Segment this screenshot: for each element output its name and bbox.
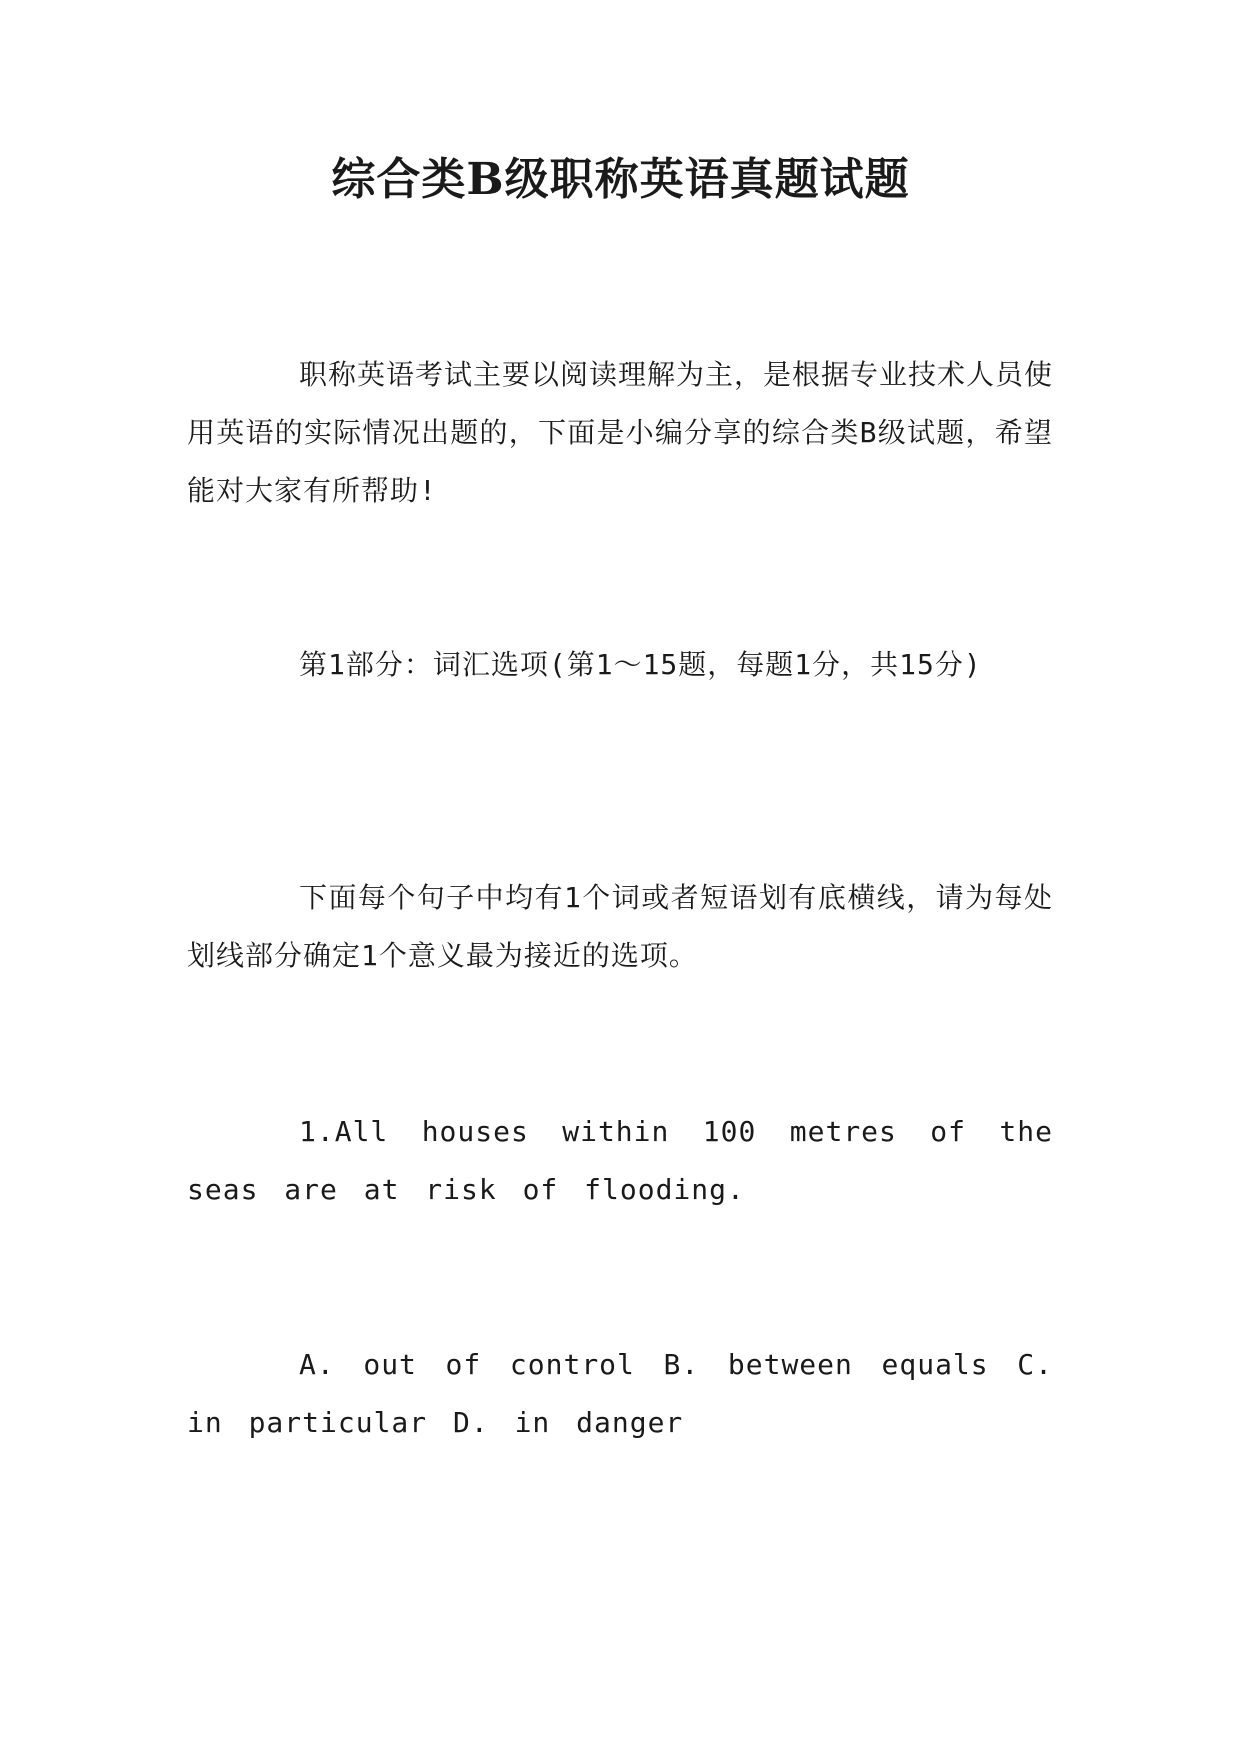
question-1-paragraph: 1.All houses within 100 metres of the seas are at risk of flooding. xyxy=(187,1115,1053,1206)
instruction-paragraph: 下面每个句子中均有1个词或者短语划有底横线，请为每处划线部分确定1个意义最为接近的选项。 xyxy=(187,881,1053,972)
section-heading-paragraph: 第1部分：词汇选项(第1～15题，每题1分，共15分) xyxy=(299,648,982,681)
question-1-options-paragraph: A. out of control B. between equals C. in particular D. in danger xyxy=(187,1348,1053,1439)
document-title: 综合类B级职称英语真题试题 xyxy=(331,154,910,205)
intro-paragraph: 职称英语考试主要以阅读理解为主，是根据专业技术人员使用英语的实际情况出题的，下面是小编分享的综合类B级试题，希望能对大家有所帮助! xyxy=(187,358,1054,507)
